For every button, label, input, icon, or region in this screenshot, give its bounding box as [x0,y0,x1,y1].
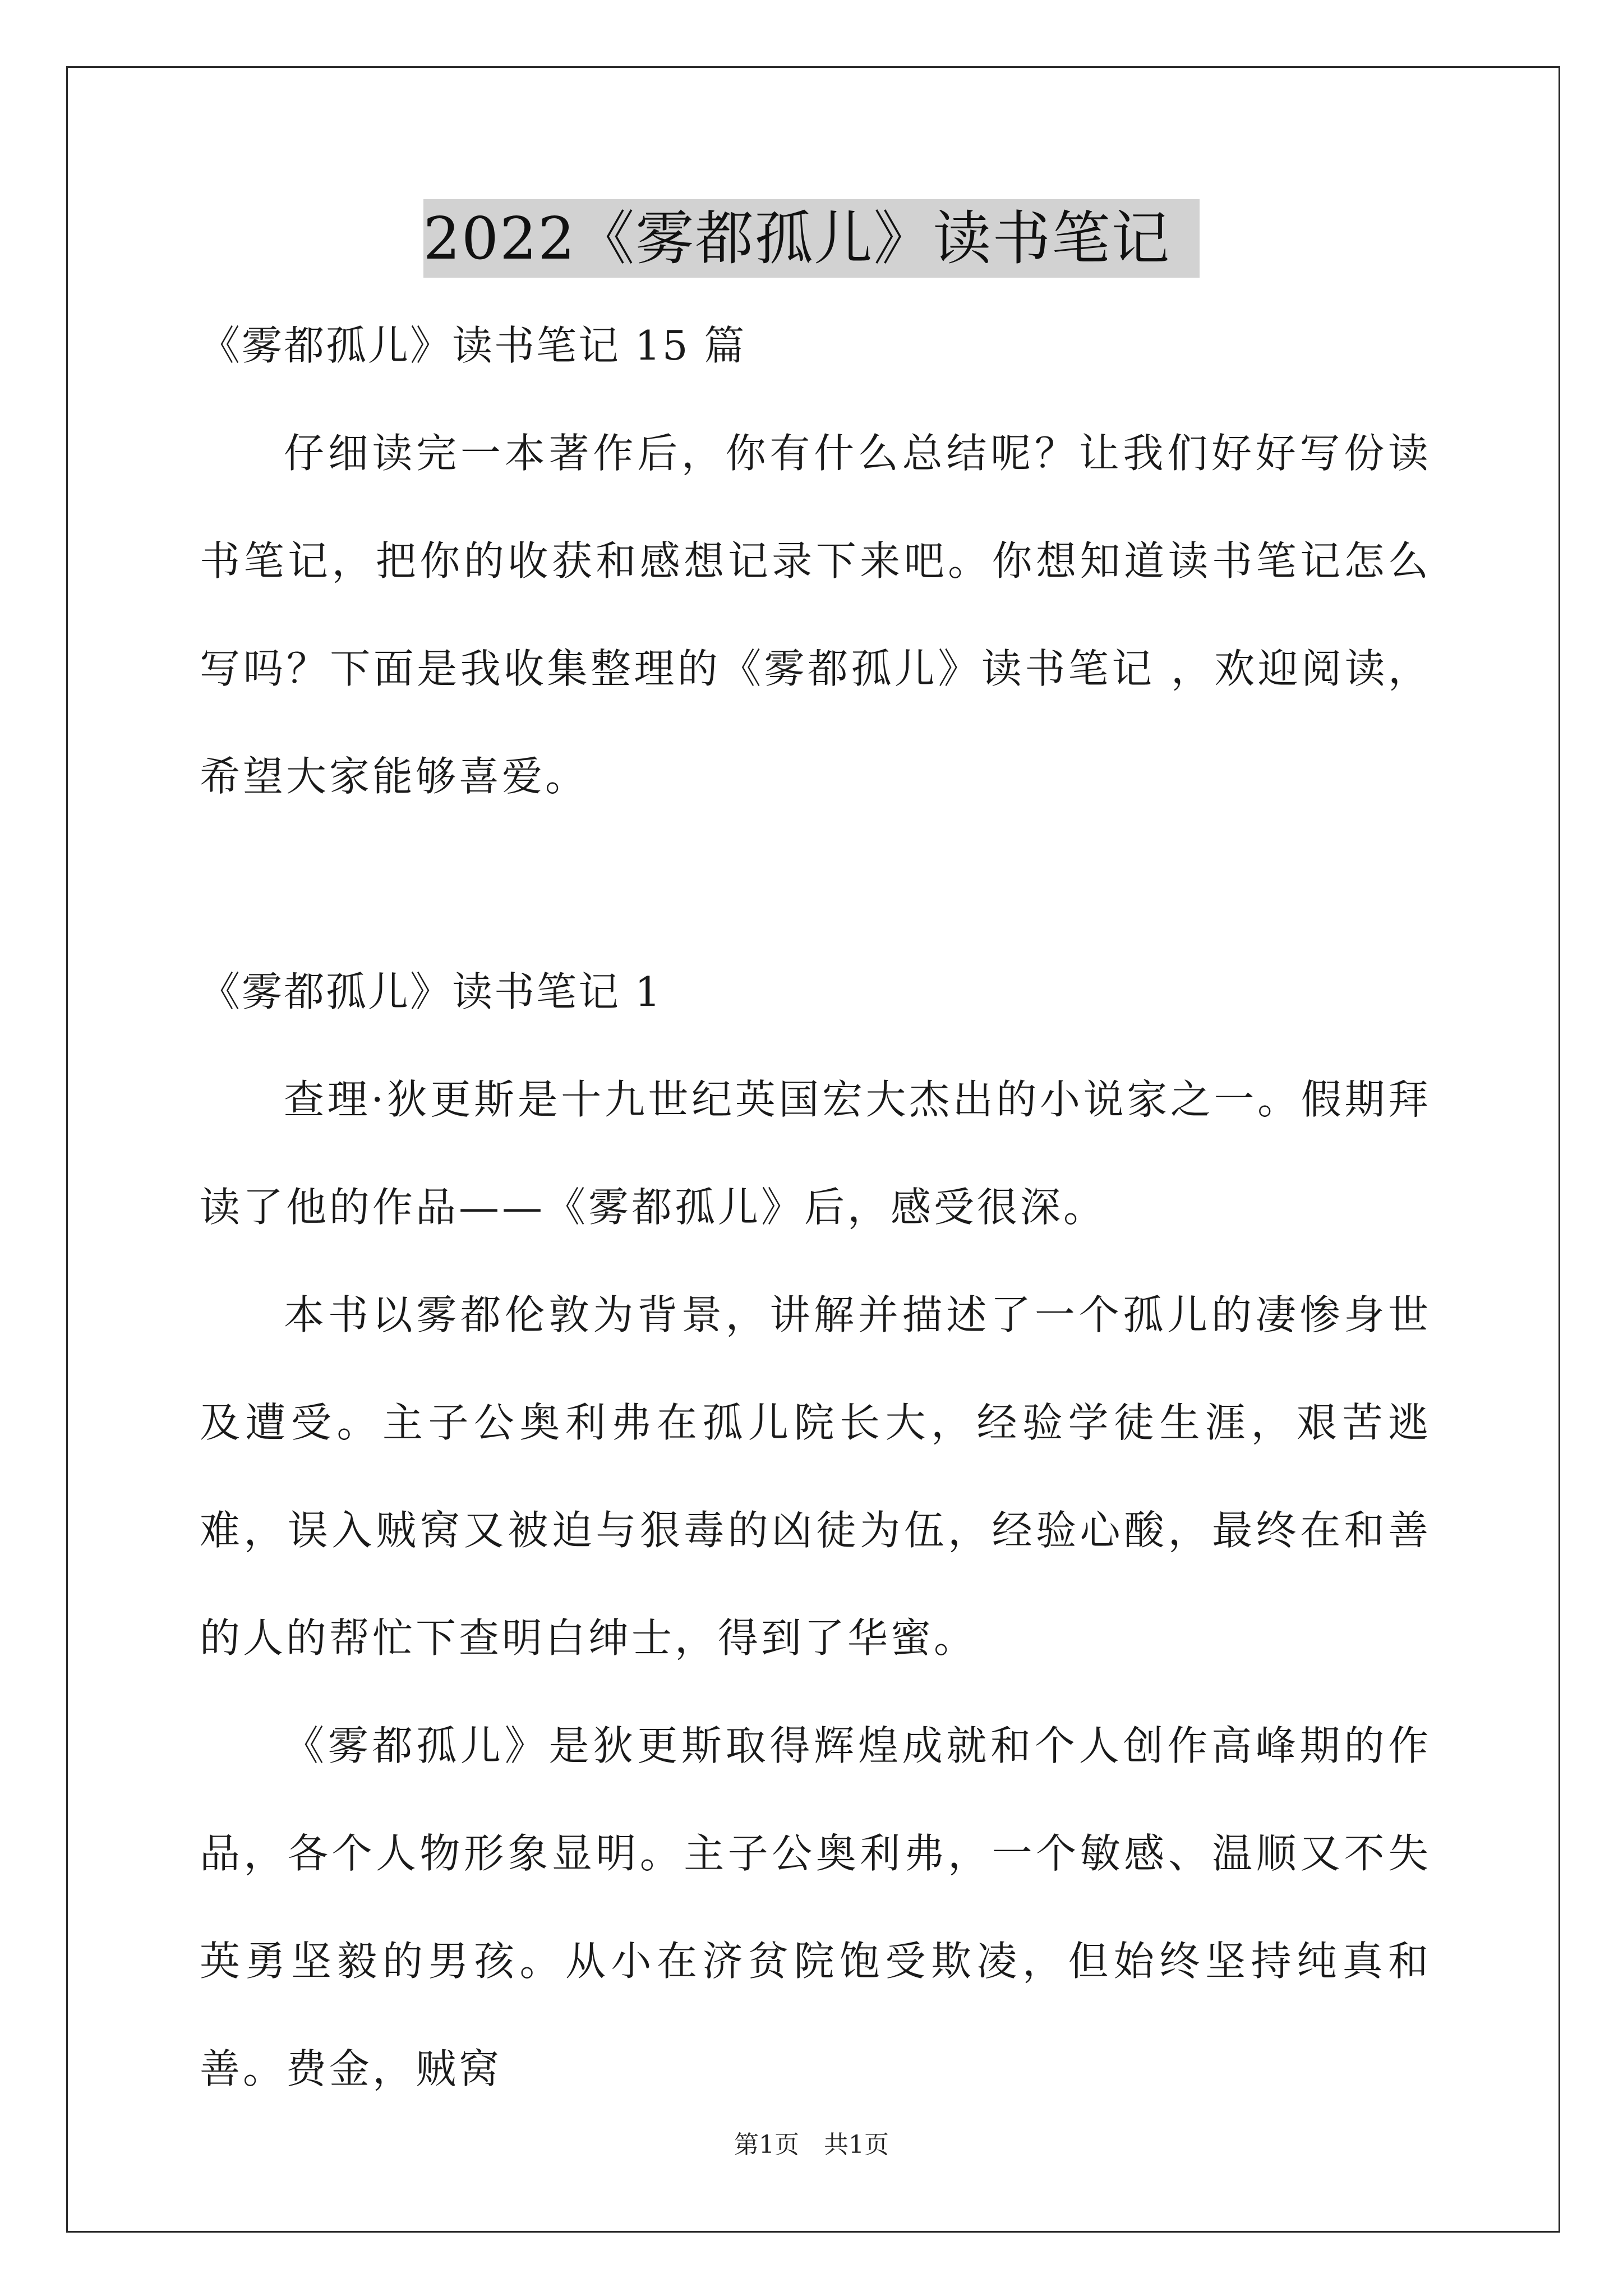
title-container [0,199,1623,278]
document-title: 2022《雾都孤儿》读书笔记 [423,199,1200,278]
intro-paragraph: 仔细读完一本著作后，你有什么总结呢？让我们好好写份读书笔记，把你的收获和感想记录下来吧。你想知道读书笔记怎么写吗？下面是我收集整理的《雾都孤儿》读书笔记 ，欢迎阅读，希望大家能够喜爱。 [200,430,1431,800]
page-total: 共1页 [824,2131,889,2159]
section-heading: 《雾都孤儿》读书笔记 1 [200,968,662,1015]
page-number: 第1页 [734,2131,799,2159]
body-paragraph-1: 查理·狄更斯是十九世纪英国宏大杰出的小说家之一。假期拜读了他的作品——《雾都孤儿》后，感受很深。 [200,1076,1431,1231]
body-paragraph-3: 《雾都孤儿》是狄更斯取得辉煌成就和个人创作高峰期的作品，各个人物形象显明。主子公奥利弗，一个敏感、温顺又不失英勇坚毅的男孩。从小在济贫院饱受欺凌，但始终坚持纯真和善。费金，贼窝 [200,1722,1431,2092]
document-body [200,292,1431,2123]
body-paragraph-2: 本书以雾都伦敦为背景，讲解并描述了一个孤儿的凄惨身世及遭受。主子公奥利弗在孤儿院长大，经验学徒生涯，艰苦逃难，误入贼窝又被迫与狠毒的凶徒为伍，经验心酸，最终在和善的人的帮忙下查明白绅士，得到了华蜜。 [200,1291,1431,1662]
subtitle: 《雾都孤儿》读书笔记 15 篇 [200,322,746,369]
section-spacer [200,830,1431,938]
page-footer [0,2128,1623,2162]
